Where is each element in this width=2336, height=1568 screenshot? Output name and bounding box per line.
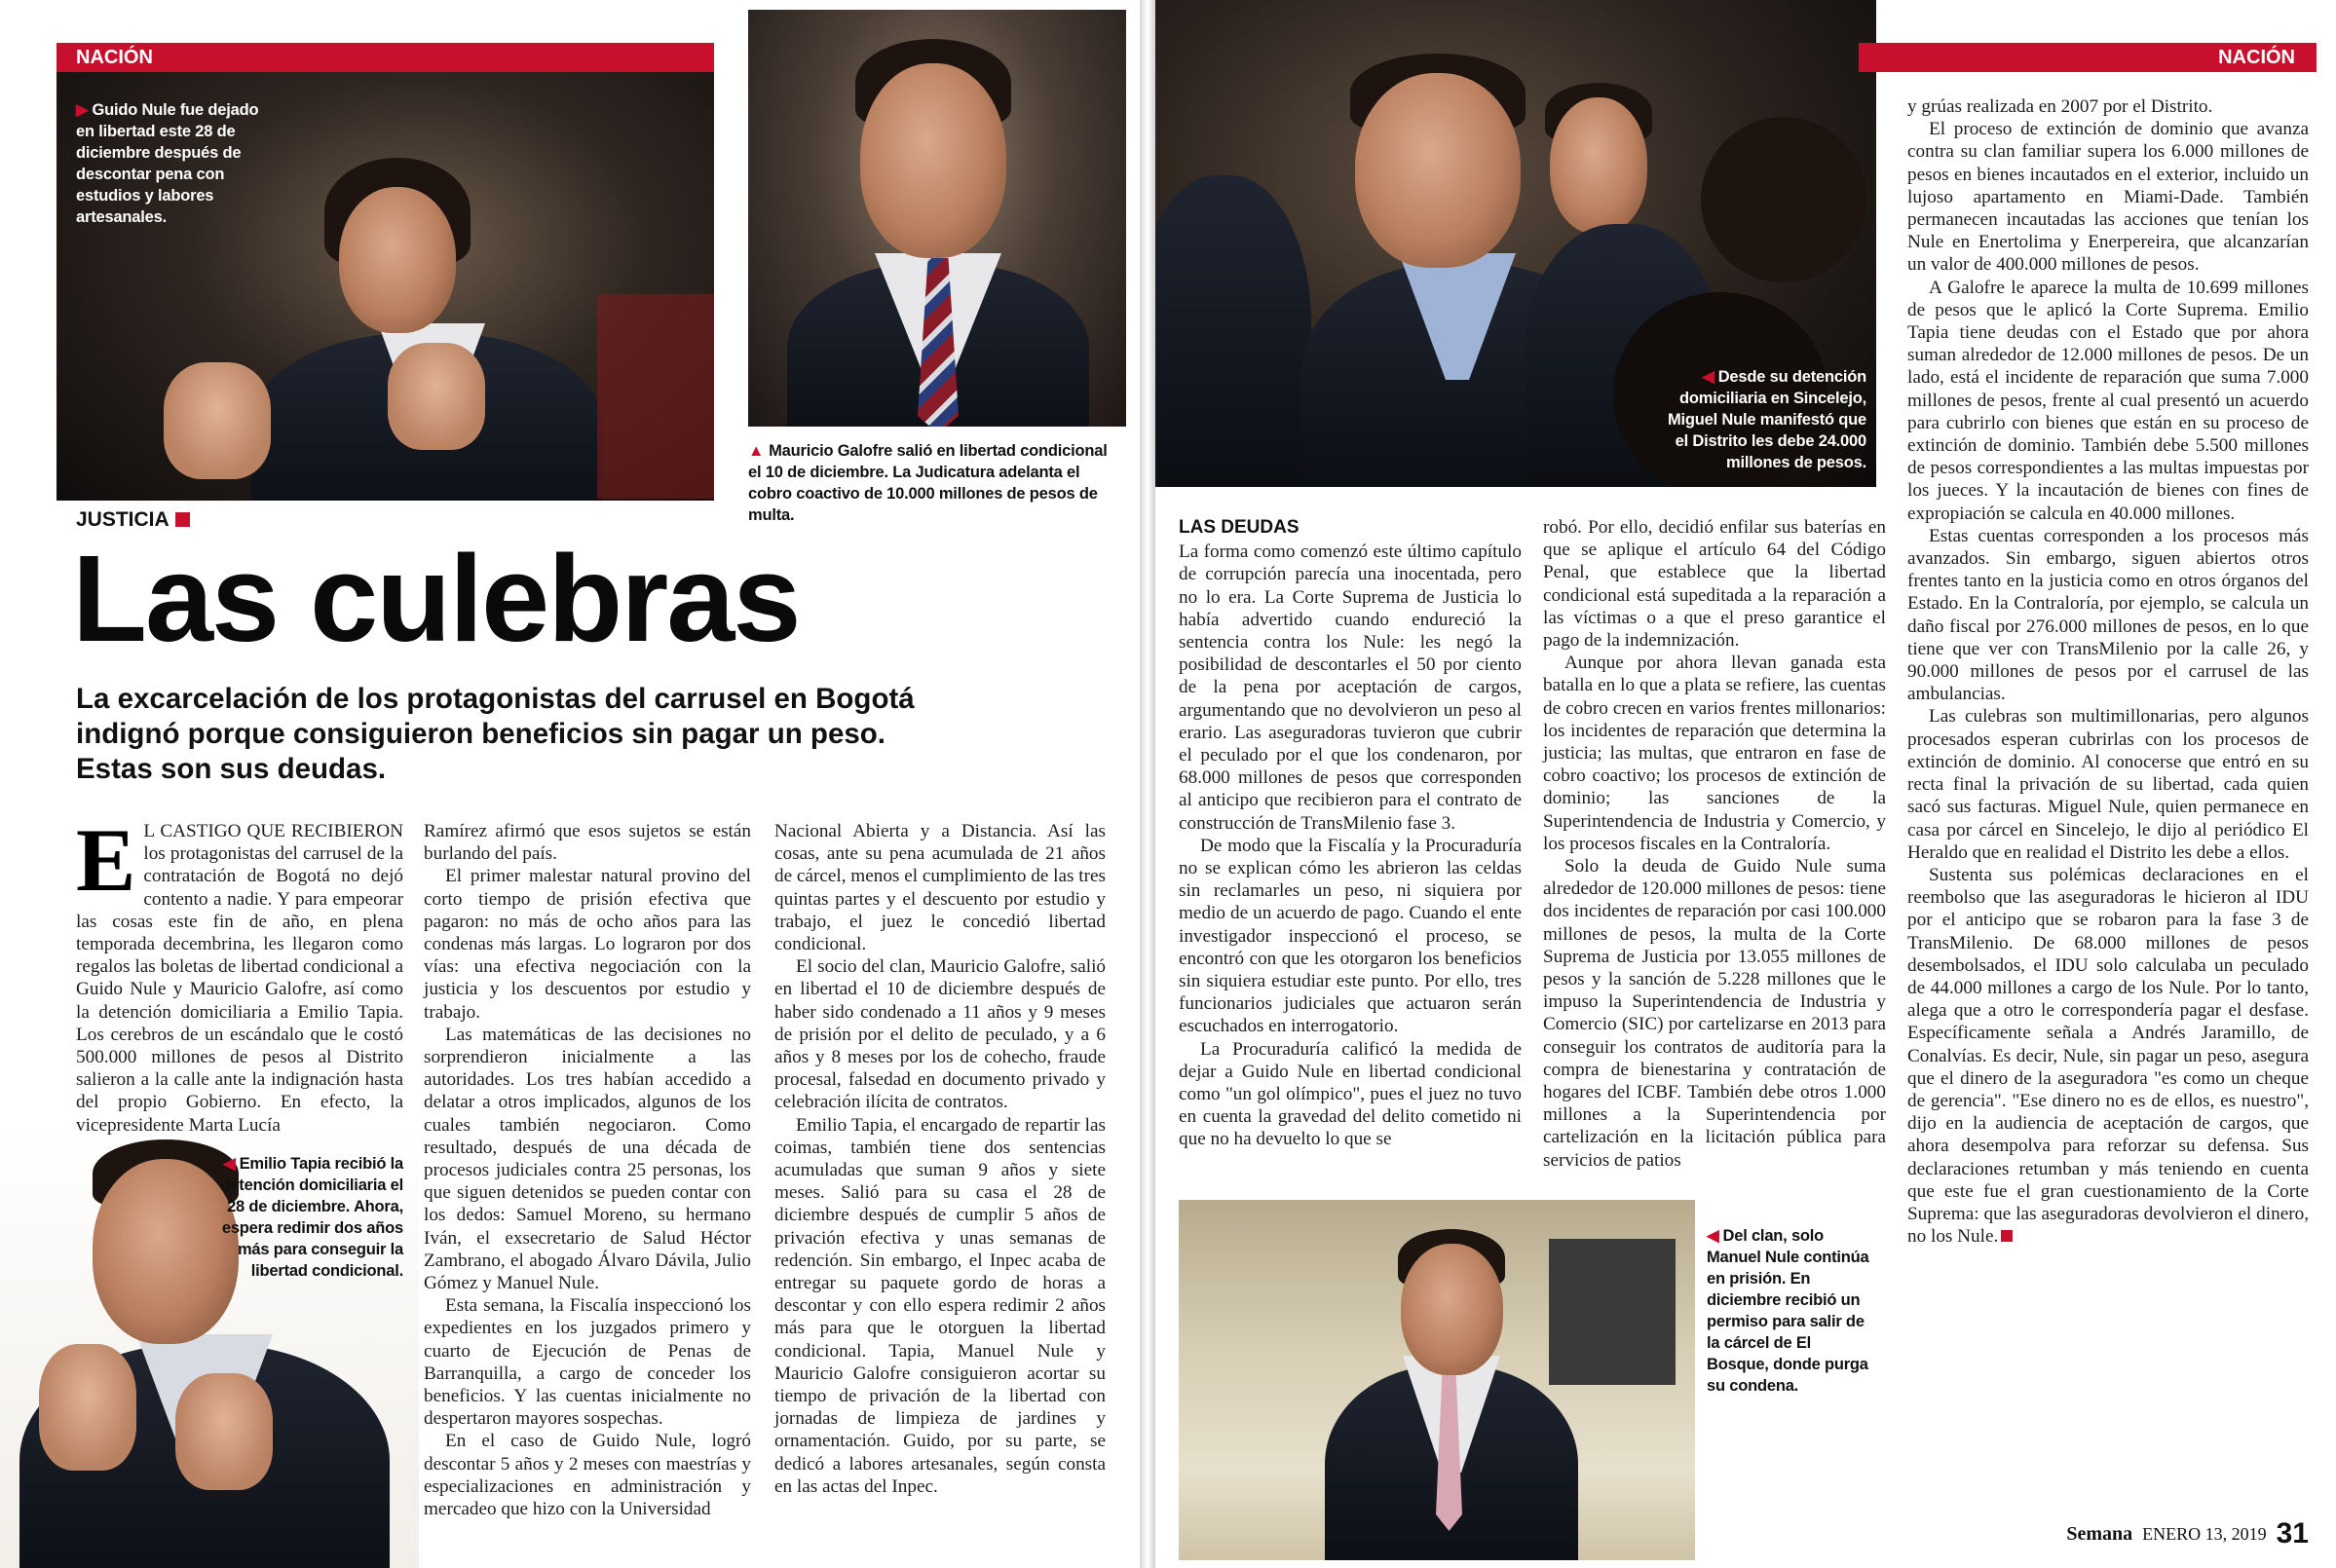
paragraph: Esta semana, la Fiscalía inspeccionó los expedientes en los juzgados primero y cuarto de Ejecución de Penas de Barranquilla, a cargo de conceder los beneficios. Y las cuentas inicialmente no despertaron mayores sospechas. <box>424 1295 751 1430</box>
body-column-3 <box>774 820 1106 1498</box>
right-body-column-1 <box>1179 516 1522 1151</box>
paragraph: Nacional Abierta y a Distancia. Así las cosas, ante su pena acumulada de 21 años de cárcel, menos el cumplimiento de las tres quintas partes y el descuento por estudio y trabajo, el juez le concedió libertad condicional. <box>774 821 1106 955</box>
end-mark-icon <box>2001 1230 2013 1242</box>
page-number: 31 <box>2276 1517 2309 1549</box>
paragraph <box>1907 864 2309 1248</box>
caption-mauricio <box>748 440 1118 526</box>
section-tag: NACIÓN <box>1859 43 2317 72</box>
paragraph: robó. Por ello, decidió enfilar sus baterías en que se aplique el artículo 64 del Código Penal, que establece que la libertad condicional está supeditada a la reparación a las víctimas o a que el preso garantice el pago de la indemnización. <box>1543 517 1886 652</box>
paragraph: Las culebras son multimillonarias, pero algunos procesados esperan cubrirlas con los procesos de extinción de dominio. Al conocerse que entró en su recta final la privación de su libertad, cada quien sacó sus facturas. Miguel Nule, quien permanece en casa por cárcel en Sincelejo, le dijo al periódico El Heraldo que en realidad el Distrito les debe a ellos. <box>1907 706 2309 863</box>
paragraph: En el caso de Guido Nule, logró descontar 5 años y 2 meses con maestrías y especializaciones en administración y mercadeo que hizo con la Universidad <box>424 1431 751 1520</box>
photo-mauricio-galofre <box>748 10 1126 427</box>
caption-manuel-text: Del clan, solo Manuel Nule continúa en prisión. En diciembre recibió un permiso para salir de la cárcel de El Bosque, donde purga su condena. <box>1707 1227 1869 1395</box>
triangle-left-icon: ◀ <box>1702 368 1714 386</box>
footer-date: ENERO 13, 2019 <box>2142 1524 2267 1544</box>
paragraph: La Procuraduría calificó la medida de dejar a Guido Nule en libertad condicional como "un gol olímpico", pues el juez no tuvo en cuenta la gravedad del delito cometido ni que no ha devuelto lo que se <box>1179 1038 1522 1150</box>
left-page <box>0 0 1140 1568</box>
caption-emilio <box>216 1153 403 1282</box>
triangle-up-icon: ▲ <box>748 442 765 460</box>
kicker-text: JUSTICIA <box>76 508 170 531</box>
triangle-left-icon: ◀ <box>1707 1227 1719 1245</box>
page-footer <box>2066 1517 2309 1550</box>
photo-manuel-nule <box>1179 1200 1695 1560</box>
paragraph: L CASTIGO QUE RECIBIERON los protagonistas del carrusel de la contratación de Bogotá no dejó contento a nadie. Y para empeorar las cosas este fin de año, en plena temporada decembrina, les llegaron como regalos las boletas de libertad condicional a Guido Nule y Mauricio Galofre, así como la detención domiciliaria a Emilio Tapia. Los cerebros de un escándalo que le costó 500.000 millones de pesos al Distrito salieron a la calle ante la indignación hasta del propio Gobierno. En efecto, la vicepresidente Marta Lucía <box>76 821 403 1136</box>
paragraph: De modo que la Fiscalía y la Procuraduría no se explican cómo les abrieron las celdas sin reclamarles un peso, ni siquiera por medio de un acuerdo de pago. Cuando el ente investigador inspeccionó el proceso, se encontró con que les otorgaron los beneficios sin siquiera estudiar este punto. Por ello, tres funcionarios judiciales que actuaron serán escuchados en interrogatorio. <box>1179 835 1522 1037</box>
paragraph: Las matemáticas de las decisiones no sorprendieron inicialmente a las autoridades. Los tres habían accedido a delatar a otros implicados, algunos de los cuales también negociaron. Como resultado, después de una década de procesos judiciales contra 25 personas, los que siguen detenidos se pueden contar con los dedos: Samuel Moreno, su hermano Iván, el exsecretario de Salud Héctor Zambrano, el abogado Álvaro Dávila, Julio Gómez y Manuel Nule. <box>424 1024 751 1294</box>
body-column-1 <box>76 810 403 1137</box>
paragraph: y grúas realizada en 2007 por el Distrito. <box>1907 96 2213 117</box>
kicker <box>76 508 190 532</box>
paragraph: El primer malestar natural provino del corto tiempo de prisión efectiva que pagaron: no más de ocho años para las condenas más largas. Lo lograron por dos vías: una efectiva negociación con la justicia y los descuentos por estudio y trabajo. <box>424 866 751 1023</box>
body-column-2 <box>424 820 751 1520</box>
deck: La excarcelación de los protagonistas del carrusel en Bogotá indignó porque consiguieron beneficios sin pagar un peso. Estas son sus deudas. <box>76 683 915 785</box>
paragraph: El socio del clan, Mauricio Galofre, salió en libertad el 10 de diciembre después de haber sido condenado a 11 años y 9 meses de prisión por el delito de peculado, y a 6 años y 8 meses por los de cohecho, fraude procesal, falsedad en documento privado y celebración ilícita de contratos. <box>774 956 1106 1113</box>
footer-brand: Semana <box>2066 1523 2133 1545</box>
caption-emilio-text: Emilio Tapia recibió la detención domiciliaria el 28 de diciembre. Ahora, espera redimir dos años más para conseguir la libertad condicional. <box>220 1155 403 1280</box>
paragraph: La forma como comenzó este último capítulo de corrupción parecía una inocentada, pero no lo era. La Corte Suprema de Justicia lo había advertido cuando endureció la sentencia contra los Nule: les negó la posibilidad de descontarles el 50 por ciento de la pena por aceptación de cargos, argumentando que no devolvieron un peso al erario. Las aseguradoras tuvieron que cubrir el peculado por el que los condenaron, por 68.000 millones de pesos que corresponden al anticipo que recibieron para el contrato de construcción de TransMilenio fase 3. <box>1179 541 1522 834</box>
caption-guido <box>76 99 261 228</box>
red-square-icon <box>175 512 190 527</box>
caption-mauricio-text: Mauricio Galofre salió en libertad condicional el 10 de diciembre. La Judicatura adelanta el cobro coactivo de 10.000 millones de pesos de multa. <box>748 442 1108 524</box>
caption-miguel-text: Desde su detención domiciliaria en Sincelejo, Miguel Nule manifestó que el Distrito les debe 24.000 millones de pesos. <box>1667 368 1866 471</box>
caption-manuel <box>1707 1225 1870 1397</box>
subhead: LAS DEUDAS <box>1179 517 1300 538</box>
right-body-column-2 <box>1543 516 1886 1172</box>
page-gutter <box>1140 0 1155 1568</box>
paragraph: Emilio Tapia, el encargado de repartir las coimas, también tiene dos sentencias acumuladas que suman 9 años y siete meses. Salió para su casa el 28 de diciembre después de cumplir 5 años de privación efectiva y unas semanas de redención. Sin embargo, el Inpec acaba de entregar su paquete gordo de horas a descontar y con ello espera redimir 2 años más para que le otorguen la libertad condicional. Tapia, Manuel Nule y Mauricio Galofre consiguieron acortar su tiempo de privación de la libertad con jornadas de limpieza de jardines y ornamentación. Guido, por su parte, se dedicó a labores artesanales, según consta en las actas del Inpec. <box>774 1114 1106 1497</box>
caption-miguel <box>1658 366 1866 473</box>
right-page <box>1155 0 2336 1568</box>
section-tag: NACIÓN <box>57 43 714 72</box>
paragraph: Solo la deuda de Guido Nule suma alrededor de 120.000 millones de pesos: tiene dos incidentes de reparación por casi 100.000 millones de pesos, la multa de la Corte Suprema de Justicia por 13.055 millones de pesos y la sanción de 5.228 millones que le impuso la Superintendencia de Industria y Comercio (SIC) por cartelizarse en 2013 para conseguir los contratos de auditoría para la compra de bienestarina y contratación de hogares del ICBF. También debe otros 1.000 millones a la Superintendencia por cartelización en la licitación pública para servicios de patios <box>1543 856 1886 1171</box>
right-body-column-3 <box>1907 95 2309 1248</box>
paragraph: A Galofre le aparece la multa de 10.699 millones de pesos que le aplicó la Corte Suprema. Emilio Tapia tiene deudas con el Estado que por ahora suman alrededor de 12.000 millones de pesos. De un lado, está el incidente de reparación que suma 7.000 millones de pesos, frente al cual presentó un acuerdo para cubrirlo con bienes que están en su proceso de extinción de dominio. También debe 5.500 millones de pesos correspondientes a las multas impuestas por los jueces. Y la incautación de bienes con fines de expropiación se calcula en 40.000 millones. <box>1907 277 2309 524</box>
paragraph: Estas cuentas corresponden a los procesos más avanzados. Sin embargo, siguen abiertos otros frentes tanto en la justicia como en otros órganos del Estado. En la Contraloría, por ejemplo, se calcula un daño fiscal por 276.000 millones de pesos, en lo que tiene que ver con TransMilenio por la calle 26, y 90.000 millones de pesos por el carrusel de las ambulancias. <box>1907 525 2309 705</box>
headline: Las culebras <box>72 530 800 667</box>
paragraph: Aunque por ahora llevan ganada esta batalla en lo que a plata se refiere, las cuentas de cobro crecen en varios frentes millonarios: los incidentes de reparación que determina la justicia; las multas, que entraron en fase de cobro coactivo; los procesos de extinción de dominio; las sanciones de la Superintendencia de Industria y Comercio, y los procesos fiscales en la Contraloría. <box>1543 653 1886 854</box>
caption-guido-text: Guido Nule fue dejado en libertad este 28 de diciembre después de descontar pena con estudios y labores artesanales. <box>76 101 259 226</box>
triangle-right-icon: ▶ <box>76 101 89 119</box>
triangle-left-icon: ◀ <box>223 1155 236 1173</box>
paragraph: Ramírez afirmó que esos sujetos se están burlando del país. <box>424 821 751 865</box>
paragraph-text: Sustenta sus polémicas declaraciones en el reembolso que las aseguradoras le hicieron al IDU por el anticipo que se robaron para la fase 3 de TransMilenio. De 68.000 millones de pesos desembolsados, el IDU solo calculaba un peculado de 44.000 millones a cargo de los Nule. Por lo tanto, alega que a otro le correspondería pagar el desfase. Específicamente señala a Andrés Jaramillo, de Conalvías. Es decir, Nule, sin pagar un peso, asegura que el dinero de la aseguradora "es como un cheque de gerencia". "Ese dinero no es de ellos, es nuestro", dijo en la audiencia de aceptación de cargos, que ahora desempolva para reforzar su defensa. Sus declaraciones retumban y más teniendo en cuenta que este fue el gran cuestionamiento de la Corte Suprema: que las aseguradoras devolvieron el dinero, no los Nule. <box>1907 864 2309 1248</box>
paragraph: El proceso de extinción de dominio que avanza contra su clan familiar supera los 6.000 millones de pesos en bienes incautados en el exterior, incluido un lujoso apartamento en Miami-Dade. También permanecen incautadas las acciones que tenían los Nule en Enertolima y Enerpereira, que alcanzarían un valor de 400.000 millones de pesos. <box>1907 119 2309 276</box>
drop-cap: E <box>76 810 136 910</box>
